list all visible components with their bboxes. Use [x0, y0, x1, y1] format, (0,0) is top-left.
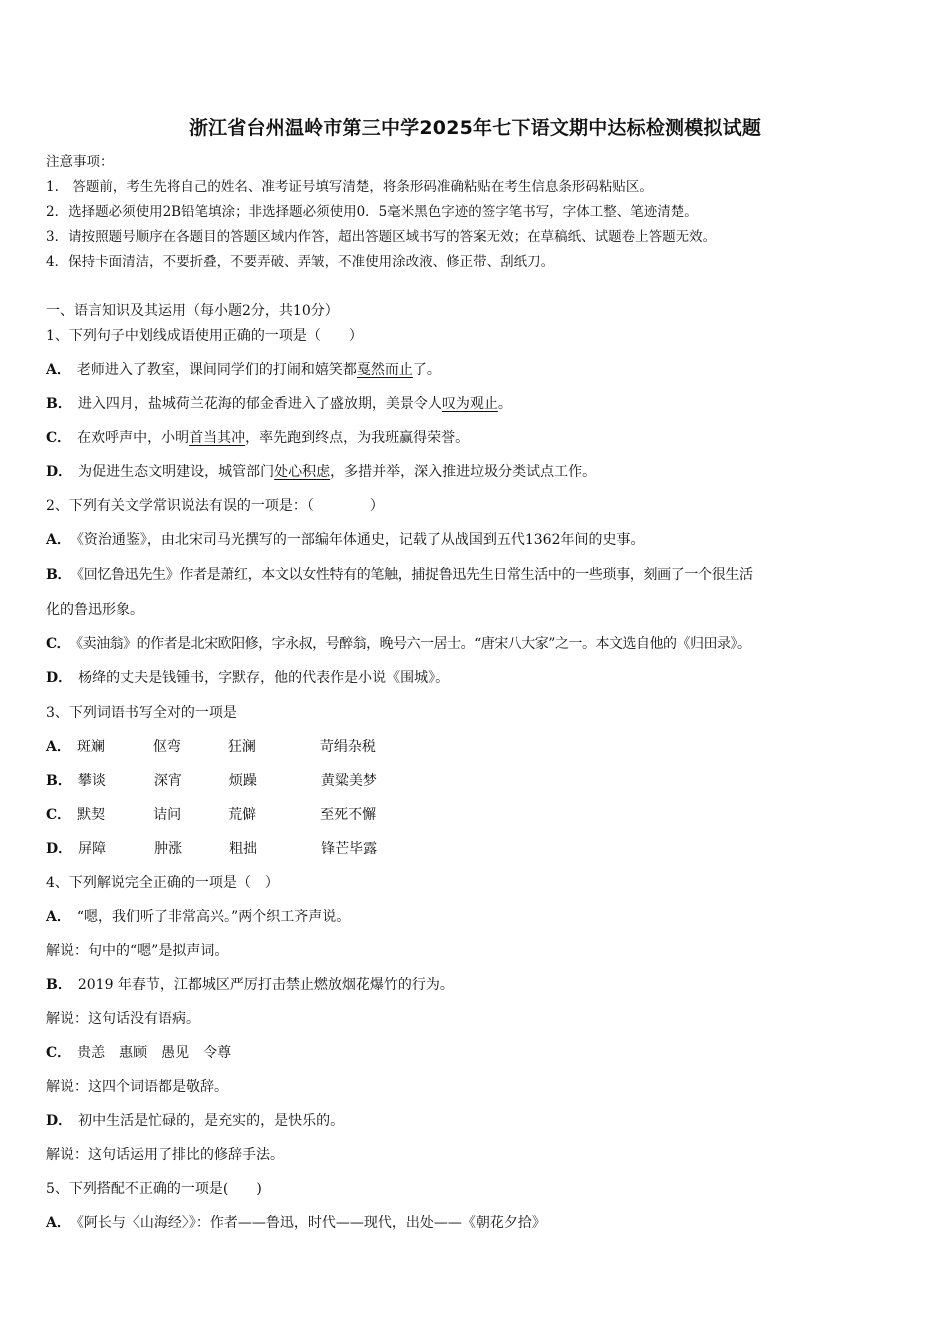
option-b [46, 976, 454, 994]
option-label: D． [46, 464, 73, 480]
option-a [46, 361, 441, 379]
option-text: ，率先跑到终点，为我班赢得荣誉。 [245, 430, 470, 446]
word: 黄粱美梦 [320, 773, 377, 789]
word: 荒僻 [228, 807, 257, 823]
option-text: 。 [497, 396, 512, 412]
option-label: A． [46, 739, 71, 755]
option-label: B． [46, 567, 72, 583]
option-label: C． [46, 1045, 72, 1061]
word: 斑斓 [76, 739, 105, 755]
word: 锋芒毕露 [321, 841, 378, 857]
notice-item: 2．选择题必须使用2B铅笔填涂；非选择题必须使用0．5毫米黑色字迹的签字笔书写，字体工整、笔迹清楚。 [46, 204, 698, 220]
option-text: 《回忆鲁迅先生》作者是萧红，本文以女性特有的笔触，捕捉鲁迅先生日常生活中的一些琐事，刻画了一个很生活 [77, 567, 753, 583]
option-b [46, 395, 512, 413]
underlined-idiom: 戛然而止 [356, 362, 413, 378]
word: 粗拙 [229, 841, 258, 857]
notice-heading: 注意事项： [46, 154, 114, 170]
option-c [46, 1044, 231, 1062]
option-label: D． [46, 1113, 73, 1129]
option-a [46, 738, 376, 756]
option-text: 贵恙 惠顾 愚见 令尊 [77, 1045, 232, 1061]
option-label: A． [46, 362, 71, 378]
option-text: 2019 年春节，江都城区严厉打击禁止燃放烟花爆竹的行为。 [77, 977, 454, 993]
option-text: 初中生活是忙碌的，是充实的，是快乐的。 [78, 1113, 345, 1129]
option-c [46, 429, 469, 447]
option-c [46, 635, 750, 653]
underlined-idiom: 叹为观止 [441, 396, 498, 412]
option-label: C． [46, 430, 72, 446]
word: 深宵 [153, 773, 182, 789]
section-heading: 一、语言知识及其运用（每小题2分，共10分） [46, 303, 339, 319]
word: 诘问 [153, 807, 182, 823]
option-d [46, 463, 596, 481]
option-text: 老师进入了教室，课间同学们的打闹和嬉笑都 [76, 362, 357, 378]
option-text: 《阿长与〈山海经〉》：作者——鲁迅，时代——现代，出处——《朝花夕拾》 [76, 1215, 546, 1231]
word: 狂澜 [227, 739, 256, 755]
option-d [46, 1112, 344, 1130]
option-label: C． [46, 807, 72, 823]
word: 至死不懈 [320, 807, 377, 823]
explanation: 解说：这四个词语都是敬辞。 [46, 1079, 228, 1095]
word: 屏障 [78, 841, 107, 857]
notice-item: 4．保持卡面清洁，不要折叠，不要弄破、弄皱，不准使用涂改液、修正带、刮纸刀。 [46, 254, 555, 270]
question-stem: 4、下列解说完全正确的一项是（ ） [46, 875, 279, 891]
option-label: D． [46, 841, 73, 857]
option-a [46, 908, 350, 926]
question-stem: 2、下列有关文学常识说法有误的一项是：（ ） [46, 498, 384, 514]
option-text: 《卖油翁》的作者是北宋欧阳修，字永叔，号醉翁，晚号六一居士。“唐宋八大家”之一。本文选自他的《归田录》。 [76, 636, 751, 652]
option-text: 杨绛的丈夫是钱锺书，字默存，他的代表作是小说《围城》。 [78, 670, 450, 686]
option-label: A． [46, 532, 71, 548]
word: 烦躁 [228, 773, 257, 789]
word: 伛弯 [152, 739, 181, 755]
option-d [46, 840, 377, 858]
option-text: “嗯，我们听了非常高兴。”两个织工齐声说。 [76, 909, 351, 925]
option-text: 进入四月，盐城荷兰花海的郁金香进入了盛放期，美景令人 [77, 396, 442, 412]
option-text: 为促进生态文明建设，城管部门 [78, 464, 275, 480]
word: 肿涨 [154, 841, 183, 857]
option-text: 了。 [412, 362, 441, 378]
option-b [46, 566, 753, 584]
option-label: B． [46, 977, 72, 993]
option-label: C． [46, 636, 71, 652]
word: 苛绢杂税 [319, 739, 376, 755]
option-b-continued: 化的鲁迅形象。 [46, 602, 144, 618]
explanation: 解说：这句话运用了排比的修辞手法。 [46, 1147, 284, 1163]
underlined-idiom: 处心积虑 [274, 464, 331, 480]
notice-item: 1. 答题前，考生先将自己的姓名、准考证号填写清楚，将条形码准确粘贴在考生信息条形码粘贴区。 [46, 179, 653, 195]
explanation: 解说：这句话没有语病。 [46, 1011, 200, 1027]
option-text: ，多措并举，深入推进垃圾分类试点工作。 [330, 464, 597, 480]
word: 攀谈 [77, 773, 106, 789]
explanation: 解说：句中的“嗯”是拟声词。 [46, 943, 229, 959]
option-label: A． [46, 1215, 71, 1231]
notice-item: 3．请按照题号顺序在各题目的答题区域内作答，超出答题区域书写的答案无效；在草稿纸、试题卷上答题无效。 [46, 229, 717, 245]
option-a [46, 531, 645, 549]
question-stem: 5、下列搭配不正确的一项是( ) [46, 1181, 262, 1197]
option-label: A． [46, 909, 71, 925]
question-stem: 1、下列句子中划线成语使用正确的一项是（ ） [46, 328, 363, 344]
option-text: 在欢呼声中，小明 [77, 430, 190, 446]
word: 默契 [77, 807, 106, 823]
option-text: 《资治通鉴》，由北宋司马光撰写的一部编年体通史，记载了从战国到五代1362年间的史事。 [76, 532, 645, 548]
question-stem: 3、下列词语书写全对的一项是 [46, 705, 237, 721]
option-c [46, 806, 376, 824]
option-label: B． [46, 773, 72, 789]
underlined-idiom: 首当其冲 [189, 430, 246, 446]
option-d [46, 669, 449, 687]
option-label: B． [46, 396, 72, 412]
option-a [46, 1214, 546, 1232]
option-b [46, 772, 377, 790]
option-label: D． [46, 670, 73, 686]
page-title: 浙江省台州温岭市第三中学2025年七下语文期中达标检测模拟试题 [188, 117, 762, 139]
